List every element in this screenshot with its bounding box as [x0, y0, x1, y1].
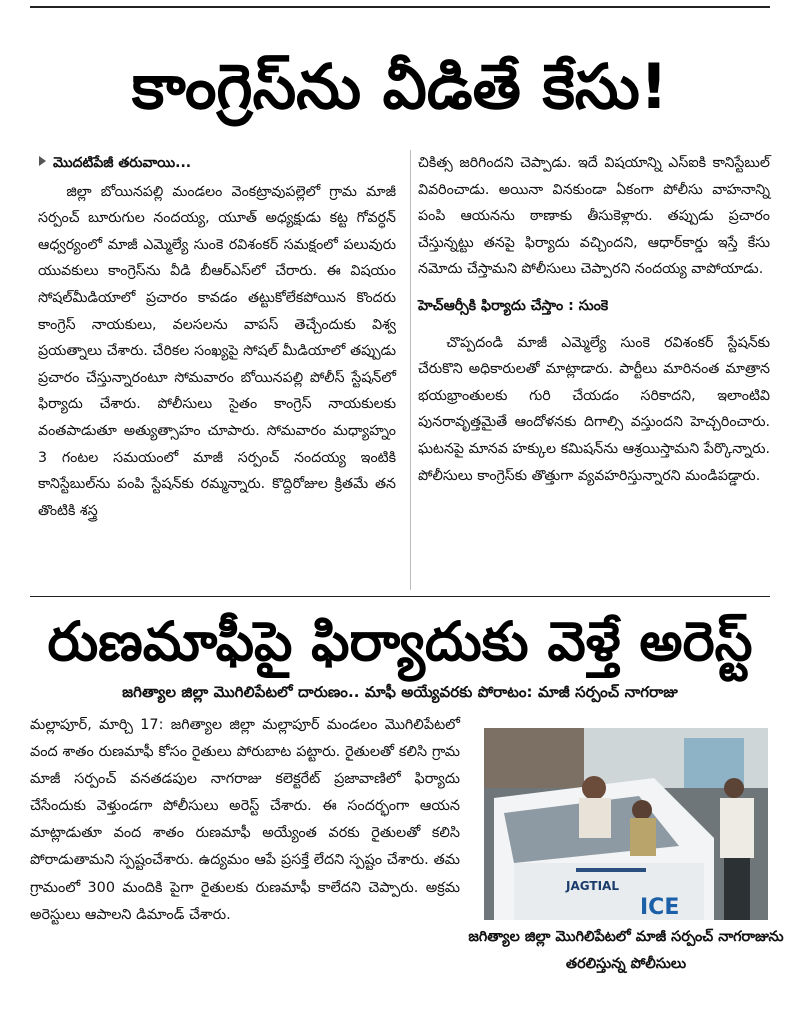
kicker-text: మొదటిపేజీ తరువాయి... — [53, 155, 192, 171]
story1-headline: కాంగ్రెస్‌ను వీడితే కేసు! — [131, 50, 669, 123]
continued-kicker — [38, 150, 396, 177]
story2-headline: రుణమాఫీపై ఫిర్యాదుకు వెళ్తే అరెస్ట్ — [47, 610, 753, 673]
story1-right-paragraph-1: చికిత్స జరిగిందని చెప్పాడు. ఇదే విషయాన్ని ఎస్ఐకి కానిస్టేబుల్ వివరించాడు. అయినా వినకుండా ఏకంగా పోలీసు వాహనాన్ని పంపి ఆయనను ఠాణాకు తీసుకెళ్లారు. తప్పుడు ప్రచారం చేస్తున్నట్టు తనపై ఫిర్యాదు వచ్చిందని, ఆధార్‌కార్డు ఇస్తే కేసు నమోదు చేస్తామని పోలీసులు చెప్పారని నందయ్య వాపోయాడు. — [418, 155, 770, 278]
story1-right-paragraph-2: చొప్పదండి మాజీ ఎమ్మెల్యే సుంకె రవిశంకర్ స్టేషన్‌కు చేరుకొని అధికారులతో మాట్లాడారు. పార్టీలు మారినంత మాత్రాన భయభ్రాంతులకు గురి చేయడం సరికాదని, ఇలాంటివి పునరావృత్తమైతే ఆందోళనకు దిగాల్సి వస్తుందని హెచ్చరించారు. ఘటనపై మానవ హక్కుల కమిషన్‌ను ఆశ్రయిస్తామని పేర్కొన్నారు. పోలీసులు కాంగ్రెస్‌కు తొత్తుగా వ్యవహరిస్తున్నారని మండిపడ్డారు. — [418, 334, 770, 484]
photo-caption: జగిత్యాల జిల్లా మొగిలిపేటలో మాజీ సర్పంచ్ నాగరాజును తరలిస్తున్న పోలీసులు — [468, 929, 784, 972]
story2-body-column — [30, 712, 460, 929]
story2-deck: జగిత్యాల జిల్లా మొగిలిపేటలో దారుణం.. మాఫీ అయ్యేవరకు పోరాటం: మాజీ సర్పంచ్ నాగరాజు — [122, 683, 678, 701]
chevron-right-icon — [38, 150, 47, 177]
story1-column-right — [418, 150, 770, 489]
top-rule — [30, 6, 770, 8]
van-side-text: ICE — [640, 895, 680, 920]
column-divider — [410, 150, 411, 590]
story1-column-left — [38, 150, 396, 524]
section-rule — [30, 596, 770, 597]
story2-body-paragraph: మల్లాపూర్, మార్చి 17: జగిత్యాల జిల్లా మల్లాపూర్ మండలం మొగిలిపేటలో వంద శాతం రుణమాఫీ కోసం రైతులు పోరుబాట పట్టారు. రైతులతో కలిసి గ్రామ మాజీ సర్పంచ్ వనతడపుల నాగరాజు కలెక్టరేట్ ప్రజావాణిలో ఫిర్యాదు చేసేందుకు వెళ్తుండగా పోలీసులు అరెస్ట్ చేశారు. ఈ సందర్భంగా ఆయన మాట్లాడుతూ వంద శాతం రుణమాఫీ అయ్యేంత వరకు రైతులతో కలిసి పోరాడుతామని స్పష్టంచేశారు. ఉద్యమం ఆపే ప్రసక్తే లేదని స్పష్టం చేశారు. తమ గ్రామంలో 300 మందికి పైగా రైతులకు రుణమాఫీ కాలేదని చెప్పారు. అక్రమ అరెస్టులు ఆపాలని డిమాండ్ చేశారు. — [30, 717, 460, 923]
story1-left-paragraph: జిల్లా బోయినపల్లి మండలం వెంకట్రావుపల్లెలో గ్రామ మాజీ సర్పంచ్ బూరుగుల నందయ్య, యూత్ అధ్యక్షుడు కట్ట గోవర్ధన్ ఆధ్వర్యంలో మాజీ ఎమ్మెల్యే సుంకె రవిశంకర్ సమక్షంలో పలువురు యువకులు కాంగ్రెస్‌ను వీడి బీఆర్ఎస్‌లో చేరారు. ఈ విషయం సోషల్‌మీడియాలో ప్రచారం కావడం తట్టుకోలేకపోయిన కొందరు కాంగ్రెస్ నాయకులు, వలసలను వాపస్ తెచ్చేందుకు విశ్వ ప్రయత్నాలు చేశారు. చేరికల సంఖ్యపై సోషల్ మీడియాలో తప్పుడు ప్రచారం చేస్తున్నారంటూ సోమవారం బోయినపల్లి పోలీస్ స్టేషన్‌లో ఫిర్యాదు చేశారు. పోలీసులు సైతం కాంగ్రెస్ నాయకులకు వంతపాడుతూ అత్యుత్సాహం చూపారు. సోమవారం మధ్యాహ్నం 3 గంటల సమయంలో మాజీ సర్పంచ్ నందయ్య ఇంటికి కానిస్టేబుల్‌ను పంపి స్టేషన్‌కు రమ్మన్నారు. కొద్దిరోజుల క్రితమే తన తొంటికి శస్త్ర — [38, 183, 396, 519]
van-door-text: JAGTIAL — [566, 879, 619, 893]
police-van-photo — [484, 728, 768, 920]
story1-subhead: హెచ్ఆర్సీకి ఫిర్యాదు చేస్తాం : సుంకె — [418, 297, 609, 314]
